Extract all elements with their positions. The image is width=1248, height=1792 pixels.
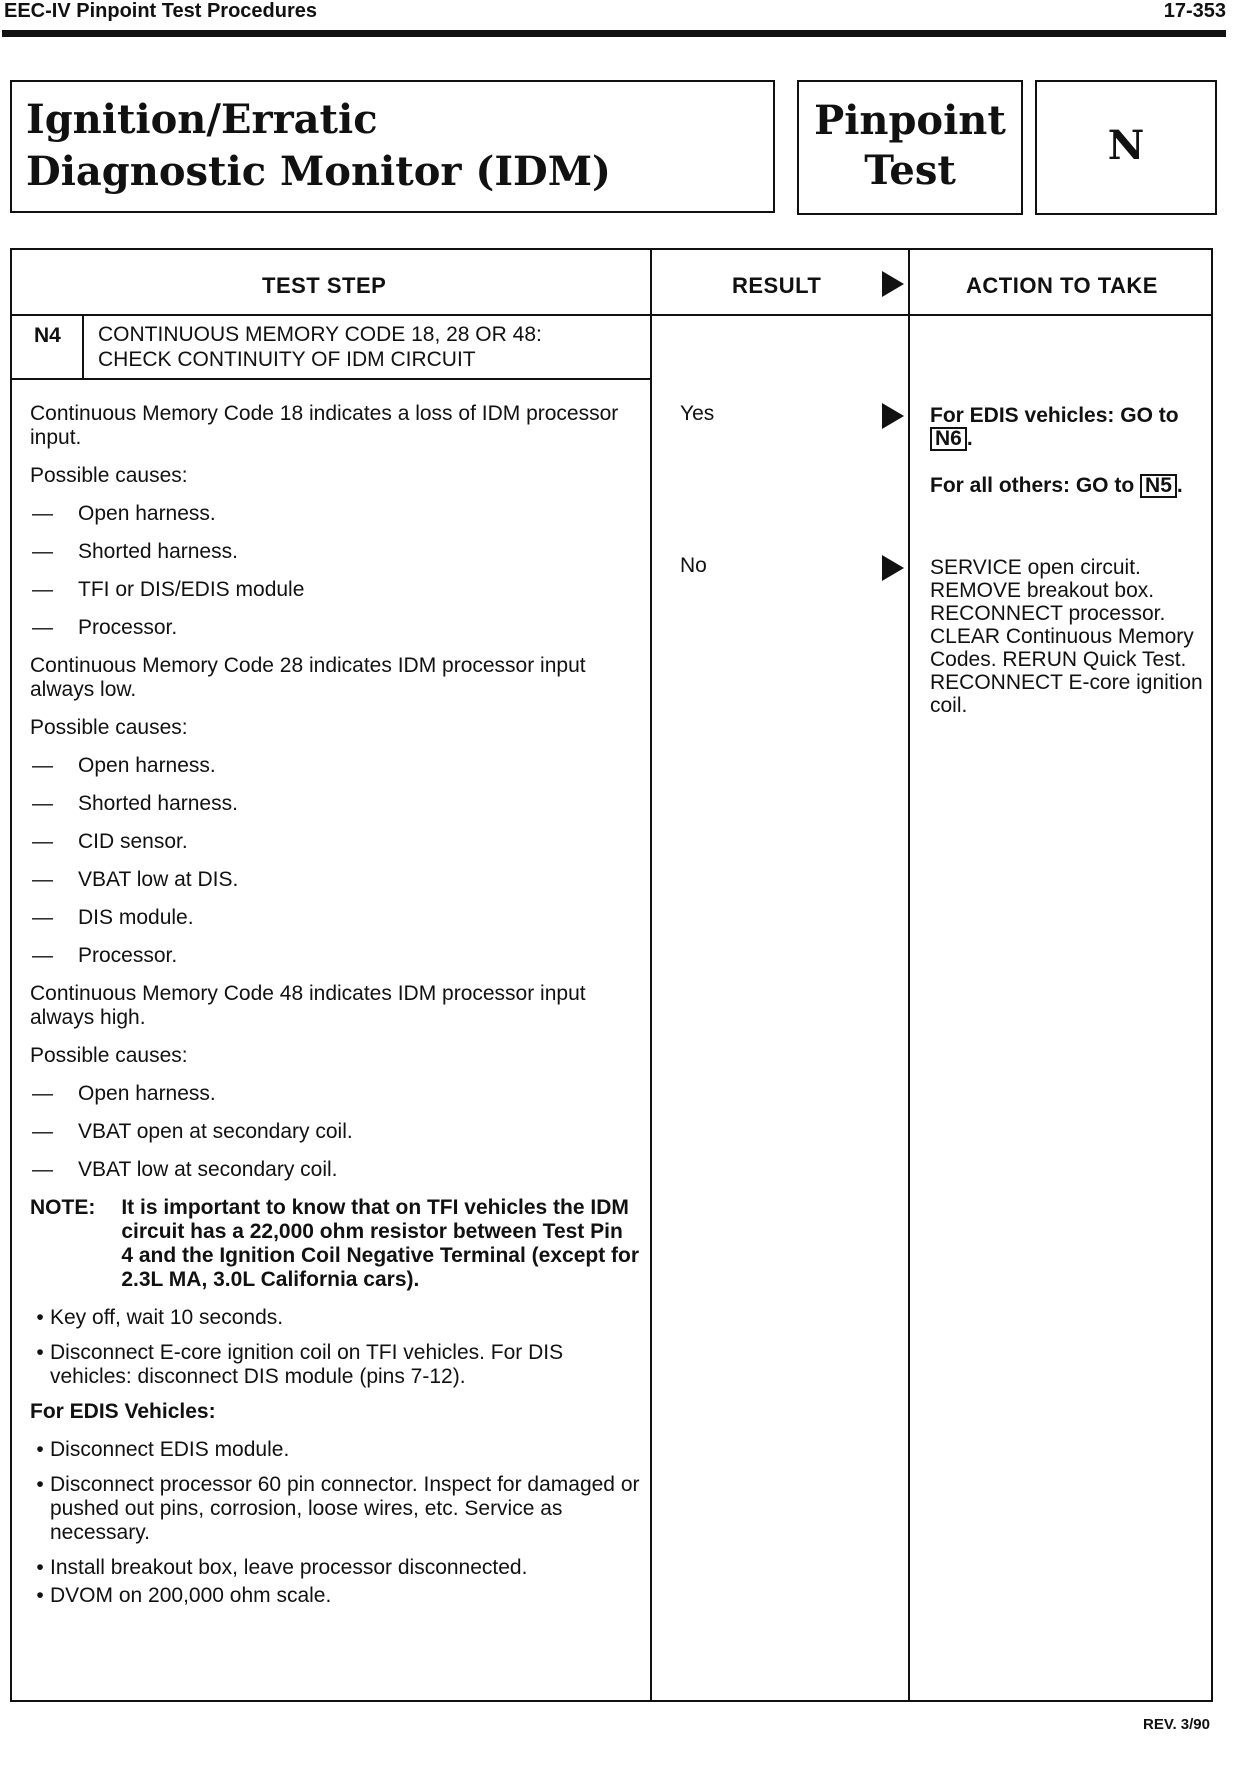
header-test-step: TEST STEP [262,273,387,298]
list-item: — Processor. [32,616,178,639]
code48-paragraph: Continuous Memory Code 48 indicates IDM processor input always high. [30,982,586,1029]
list-item: — VBAT open at secondary coil. [32,1120,353,1143]
note-label: NOTE: [30,1196,96,1219]
list-item: — Open harness. [32,754,216,777]
action-yes-others: For all others: GO to N5 . [930,474,1183,497]
causes-label: Possible causes: [30,464,188,487]
test-letter: N [1107,122,1145,169]
result-no: No [680,554,707,577]
column-divider-1 [650,250,652,1702]
step-title: CONTINUOUS MEMORY CODE 18, 28 OR 48: CHECK CONTINUITY OF IDM CIRCUIT [98,323,542,371]
header-manual-title: EEC-IV Pinpoint Test Procedures [4,0,318,22]
code28-paragraph: Continuous Memory Code 28 indicates IDM processor input always low. [30,654,586,701]
note-text: It is important to know that on TFI vehicles the IDM circuit has a 22,000 ohm resistor between Test Pin 4 and the Ignition Coil Negative Terminal (except for 2.3L MA, 3.0L California cars). [121,1196,640,1291]
step-id-divider [82,314,84,378]
header-arrow-icon [882,271,904,297]
action-no: SERVICE open circuit. REMOVE breakout box. RECONNECT processor. CLEAR Continuous Memory Codes. RERUN Quick Test. RECONNECT E-core ignition coil. [930,556,1203,717]
list-item: — Shorted harness. [32,540,238,563]
list-item: — TFI or DIS/EDIS module [32,578,305,601]
list-item: — Open harness. [32,502,216,525]
list-item: — Open harness. [32,1082,216,1105]
list-item: — VBAT low at secondary coil. [32,1158,338,1181]
list-item: • Install breakout box, leave processor disconnected. [36,1556,528,1579]
result-yes-arrow-icon [882,403,904,429]
causes-label: Possible causes: [30,1044,188,1067]
procedure-title: Ignition/Erratic Diagnostic Monitor (IDM) [26,96,611,195]
revision-date: REV. 3/90 [1143,1716,1210,1733]
list-item: • Disconnect processor 60 pin connector. Inspect for damaged or pushed out pins, corrosion, loose wires, etc. Service as necessary. [36,1473,640,1544]
list-item: • Disconnect E-core ignition coil on TFI vehicles. For DIS vehicles: disconnect DIS module (pins 7-12). [36,1341,564,1388]
list-item: — DIS module. [32,906,194,929]
pinpoint-test-label: Pinpoint Test [814,97,1006,194]
causes-label: Possible causes: [30,716,188,739]
step-id: N4 [34,324,61,347]
step-title-divider [12,378,650,380]
list-item: • DVOM on 200,000 ohm scale. [36,1584,332,1607]
header-rule [2,30,1226,37]
result-yes: Yes [680,402,715,425]
test-table [10,248,1213,1702]
header-divider [12,314,1213,316]
list-item: — VBAT low at DIS. [32,868,239,891]
step-reference-n5: N5 [1140,474,1177,498]
result-no-arrow-icon [882,555,904,581]
procedure-title-box [10,80,775,213]
header-page-number: 17-353 [1163,0,1226,22]
edis-heading: For EDIS Vehicles: [30,1400,216,1423]
header-result: RESULT [732,273,822,298]
list-item: • Disconnect EDIS module. [36,1438,290,1461]
note [30,1196,640,1292]
action-yes-edis: For EDIS vehicles: GO to N6 . [930,404,1179,450]
list-item: • Key off, wait 10 seconds. [36,1306,284,1329]
test-letter-box [1035,80,1217,215]
test-step-body [30,402,640,1619]
pinpoint-test-box [797,80,1023,215]
code18-paragraph: Continuous Memory Code 18 indicates a loss of IDM processor input. [30,402,619,449]
list-item: — Processor. [32,944,178,967]
step-reference-n6: N6 [930,427,967,451]
list-item: — Shorted harness. [32,792,238,815]
column-divider-2 [908,250,910,1702]
list-item: — CID sensor. [32,830,188,853]
header-action: ACTION TO TAKE [966,273,1158,298]
